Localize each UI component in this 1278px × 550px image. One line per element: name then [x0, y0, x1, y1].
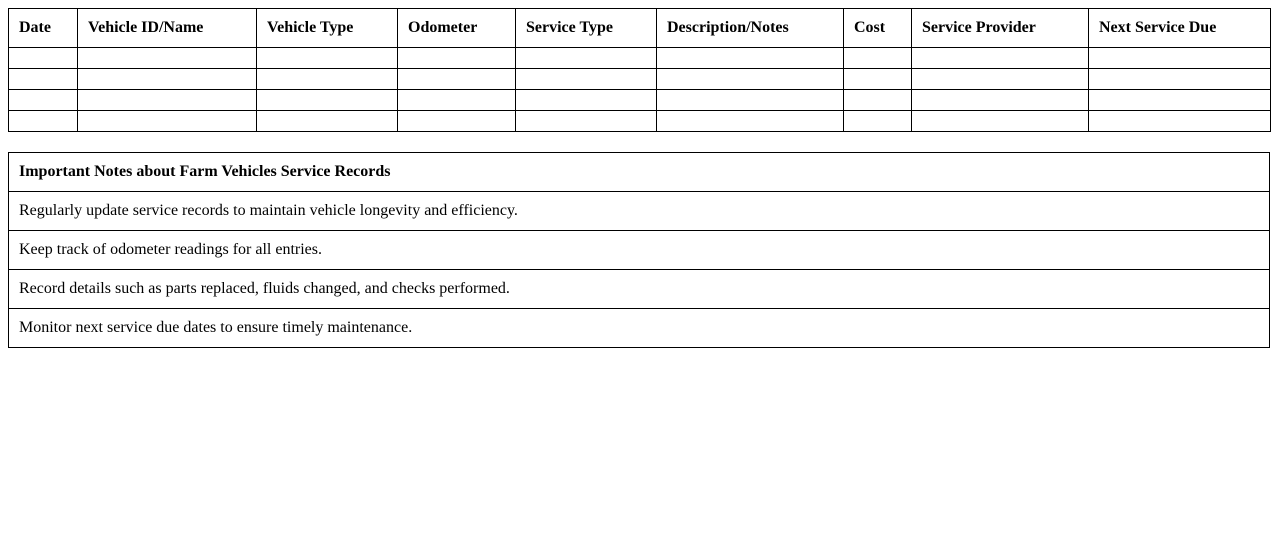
table-cell-service-provider[interactable] [912, 69, 1089, 90]
notes-title: Important Notes about Farm Vehicles Service Records [9, 153, 1270, 192]
table-cell-vehicle-type[interactable] [257, 69, 398, 90]
notes-row [9, 309, 1270, 348]
table-cell-date[interactable] [9, 48, 78, 69]
column-header-service-type: Service Type [516, 9, 657, 48]
table-row [9, 90, 1271, 111]
table-cell-vehicle-type[interactable] [257, 111, 398, 132]
column-header-odometer: Odometer [398, 9, 516, 48]
table-row [9, 48, 1271, 69]
table-cell-date[interactable] [9, 90, 78, 111]
table-cell-cost[interactable] [844, 69, 912, 90]
table-cell-service-type[interactable] [516, 90, 657, 111]
table-cell-service-type[interactable] [516, 69, 657, 90]
column-header-service-provider: Service Provider [912, 9, 1089, 48]
table-cell-service-type[interactable] [516, 48, 657, 69]
table-cell-odometer[interactable] [398, 69, 516, 90]
column-header-date: Date [9, 9, 78, 48]
note-item: Monitor next service due dates to ensure timely maintenance. [9, 309, 1270, 348]
table-cell-description-notes[interactable] [657, 69, 844, 90]
column-header-next-service-due: Next Service Due [1089, 9, 1271, 48]
service-records-table [8, 8, 1271, 132]
table-cell-description-notes[interactable] [657, 111, 844, 132]
notes-row [9, 270, 1270, 309]
table-cell-next-service-due[interactable] [1089, 90, 1271, 111]
column-header-cost: Cost [844, 9, 912, 48]
table-row [9, 69, 1271, 90]
header-row [9, 9, 1271, 48]
table-cell-odometer[interactable] [398, 48, 516, 69]
table-cell-date[interactable] [9, 111, 78, 132]
column-header-description-notes: Description/Notes [657, 9, 844, 48]
notes-header-row [9, 153, 1270, 192]
table-cell-vehicle-id-name[interactable] [78, 111, 257, 132]
table-cell-service-provider[interactable] [912, 48, 1089, 69]
table-cell-next-service-due[interactable] [1089, 111, 1271, 132]
table-cell-date[interactable] [9, 69, 78, 90]
table-cell-next-service-due[interactable] [1089, 48, 1271, 69]
table-cell-odometer[interactable] [398, 111, 516, 132]
table-cell-description-notes[interactable] [657, 48, 844, 69]
notes-row [9, 231, 1270, 270]
table-row [9, 111, 1271, 132]
table-cell-next-service-due[interactable] [1089, 69, 1271, 90]
table-cell-odometer[interactable] [398, 90, 516, 111]
table-cell-vehicle-id-name[interactable] [78, 69, 257, 90]
table-cell-service-provider[interactable] [912, 111, 1089, 132]
table-cell-vehicle-id-name[interactable] [78, 48, 257, 69]
table-cell-cost[interactable] [844, 111, 912, 132]
table-cell-vehicle-id-name[interactable] [78, 90, 257, 111]
table-cell-service-provider[interactable] [912, 90, 1089, 111]
notes-row [9, 192, 1270, 231]
column-header-vehicle-id-name: Vehicle ID/Name [78, 9, 257, 48]
table-cell-description-notes[interactable] [657, 90, 844, 111]
table-cell-vehicle-type[interactable] [257, 90, 398, 111]
table-cell-service-type[interactable] [516, 111, 657, 132]
table-cell-vehicle-type[interactable] [257, 48, 398, 69]
note-item: Regularly update service records to maintain vehicle longevity and efficiency. [9, 192, 1270, 231]
note-item: Record details such as parts replaced, fluids changed, and checks performed. [9, 270, 1270, 309]
note-item: Keep track of odometer readings for all entries. [9, 231, 1270, 270]
column-header-vehicle-type: Vehicle Type [257, 9, 398, 48]
table-cell-cost[interactable] [844, 90, 912, 111]
important-notes-table [8, 152, 1270, 348]
table-cell-cost[interactable] [844, 48, 912, 69]
